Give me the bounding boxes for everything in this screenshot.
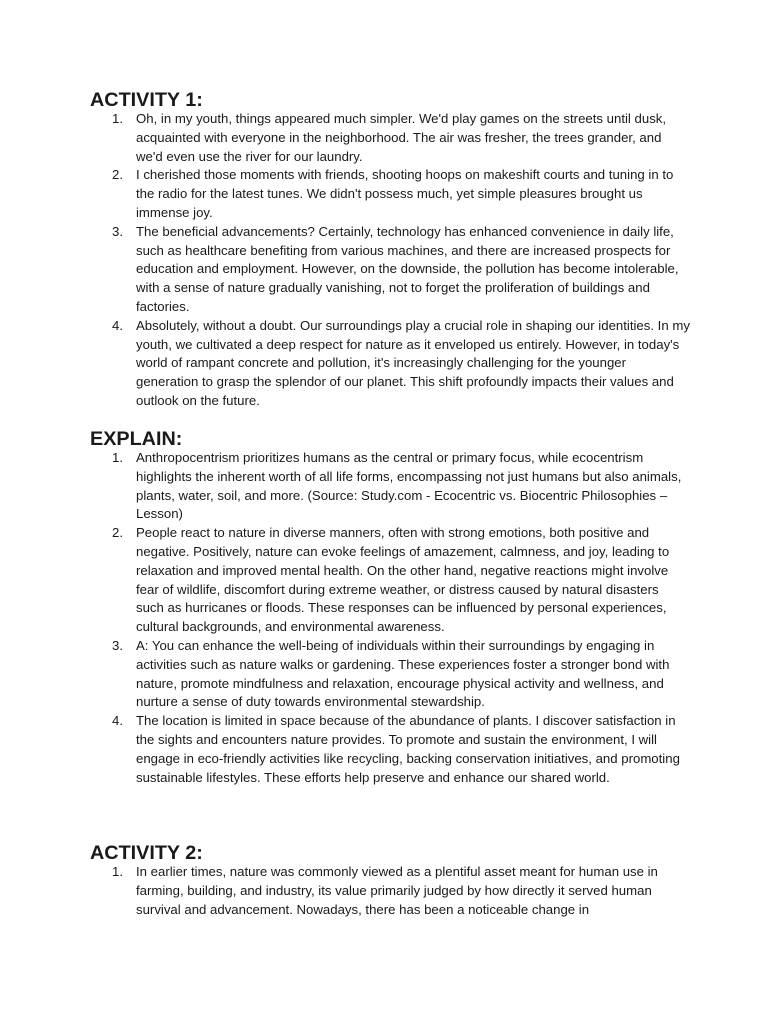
activity-1-list: [90, 110, 690, 411]
list-item-number: 3.: [112, 223, 123, 239]
list-item: [90, 110, 690, 166]
list-item: [90, 524, 690, 637]
list-item-text: Oh, in my youth, things appeared much simpler. We'd play games on the streets until dusk, acquainted with everyone in the neighborhood. The air was fresher, the trees grander, and we'd even use the river for our laundry.: [136, 111, 667, 164]
section-heading-activity-1: ACTIVITY 1:: [90, 89, 203, 111]
list-item-number: 2.: [112, 167, 123, 183]
list-item-number: 3.: [112, 637, 123, 653]
list-item-text: A: You can enhance the well-being of individuals within their surroundings by engaging in activities such as nature walks or gardening. These experiences foster a stronger bond with nature, promote mindfulness and relaxation, encourage physical activity and wellness, and nurture a sense of duty towards environmental stewardship.: [136, 637, 670, 710]
list-item: [90, 637, 690, 712]
list-item-text: People react to nature in diverse manners, often with strong emotions, both positive and negative. Positively, nature can evoke feelings of amazement, calmness, and joy, leading to relaxation and improved mental health. On the other hand, negative reactions might involve fear of wildlife, discomfort during extreme weather, or distress caused by natural disasters such as hurricanes or floods. These responses can be influenced by personal experiences, cultural backgrounds, and environmental awareness.: [136, 525, 670, 635]
list-item: [90, 863, 690, 919]
list-item-number: 4.: [112, 317, 123, 333]
list-item-text: Absolutely, without a doubt. Our surroundings play a crucial role in shaping our identities. In my youth, we cultivated a deep respect for nature as it enveloped us entirely. However, in today's world of rampant concrete and pollution, it's increasingly challenging for the younger generation to grasp the splendor of our planet. This shift profoundly impacts their values and outlook on the future.: [136, 317, 690, 408]
section-heading-activity-2: ACTIVITY 2:: [90, 842, 203, 864]
list-item-number: 2.: [112, 525, 123, 541]
list-item-text: In earlier times, nature was commonly viewed as a plentiful asset meant for human use in farming, building, and industry, its value primarily judged by how directly it served human survival and advancement. Nowadays, there has been a noticeable change in: [136, 864, 658, 917]
list-item-number: 1.: [112, 864, 123, 879]
list-item: [90, 317, 690, 411]
section-heading-explain: EXPLAIN:: [90, 428, 183, 450]
explain-list: [90, 449, 690, 787]
list-item: [90, 712, 690, 787]
list-item: [90, 223, 690, 317]
list-item-text: The location is limited in space because of the abundance of plants. I discover satisfaction in the sights and encounters nature provides. To promote and sustain the environment, I will engage in eco-friendly activities like recycling, backing conservation initiatives, and promoting sustainable lifestyles. These efforts help preserve and enhance our shared world.: [136, 713, 680, 785]
list-item-number: 4.: [112, 713, 123, 729]
list-item: [90, 166, 690, 222]
list-item-number: 1.: [112, 111, 123, 126]
list-item-text: I cherished those moments with friends, shooting hoops on makeshift courts and tuning in to the radio for the latest tunes. We didn't possess much, yet simple pleasures brought us immense joy.: [136, 167, 674, 220]
list-item-number: 1.: [112, 450, 123, 465]
activity-2-list: [90, 863, 690, 919]
list-item: [90, 449, 690, 524]
list-item-text: Anthropocentrism prioritizes humans as the central or primary focus, while ecocentrism highlights the inherent worth of all life forms, encompassing not just humans but also animals, plants, water, soil, and more. (Source: Study.com - Ecocentric vs. Biocentric Philosophies – Lesson): [136, 450, 682, 522]
list-item-text: The beneficial advancements? Certainly, technology has enhanced convenience in daily life, such as healthcare benefiting from various machines, and there are increased prospects for education and employment. However, on the downside, the pollution has become intolerable, with a sense of nature gradually vanishing, not to forget the proliferation of buildings and factories.: [136, 223, 679, 314]
